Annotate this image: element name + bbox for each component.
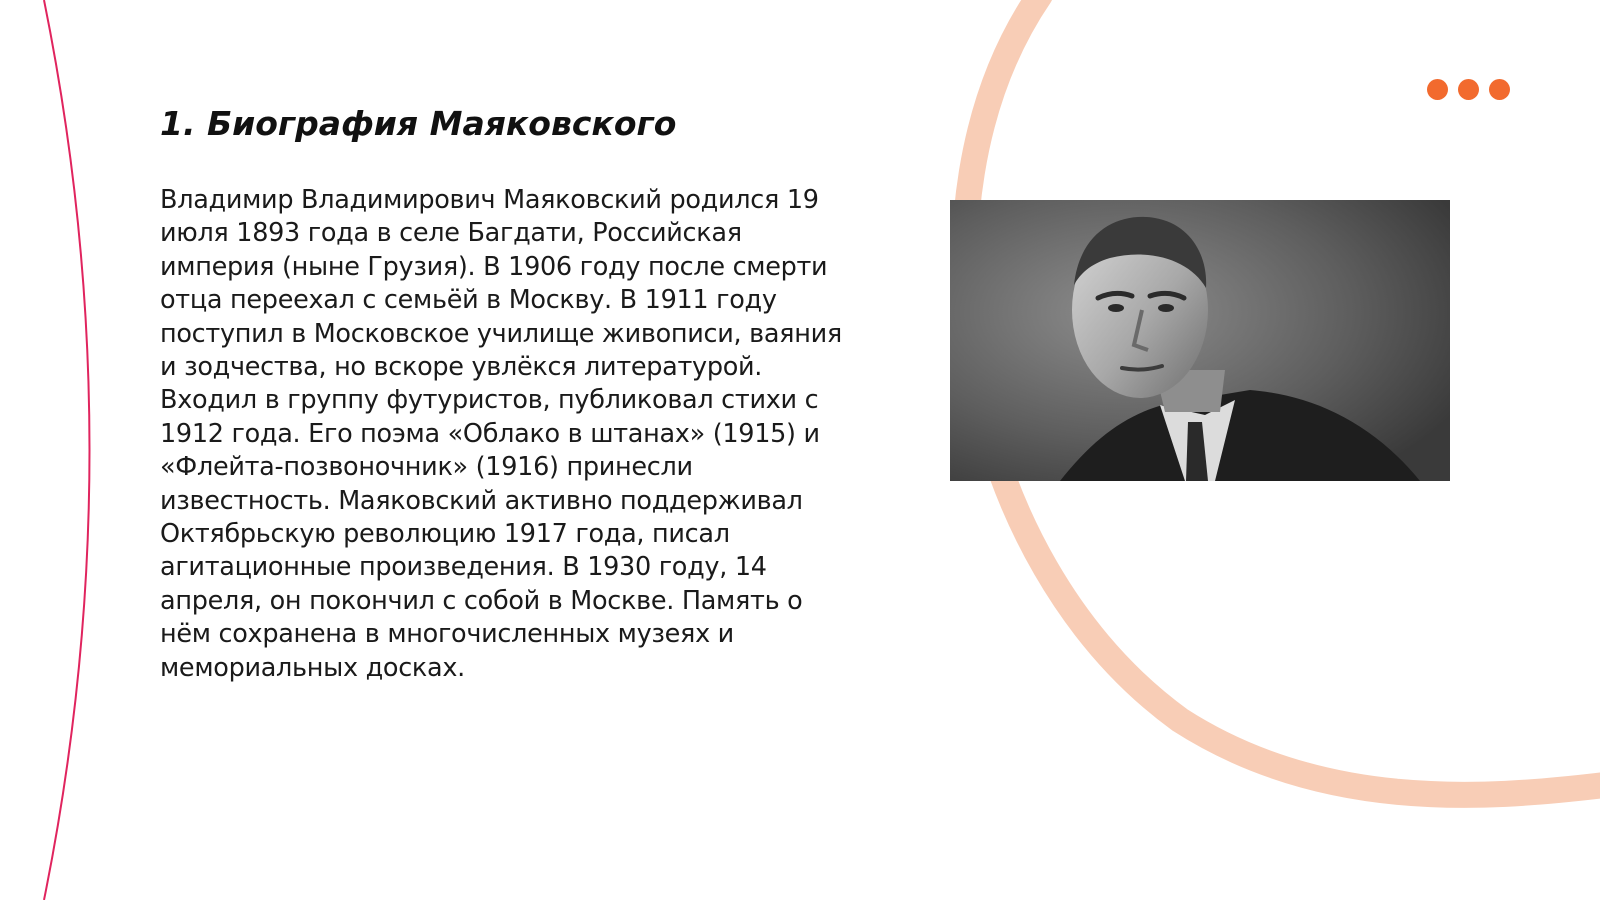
biography-text: Владимир Владимирович Маяковский родился 19 июля 1893 года в селе Багдати, Российская империя (ныне Грузия). В 1906 году после смерти отца переехал с семьёй в Москву. В 1911 году поступил в Московское училище живописи, ваяния и зодчества, но вскоре увлёкся литературой. Входил в группу футуристов, публиковал стихи с 1912 года. Его поэма «Облако в штанах» (1915) и «Флейта-позвоночник» (1916) принесли известность. Маяковский активно поддерживал Октябрьскую революцию 1917 года, писал агитационные произведения. В 1930 году, 14 апреля, он покончил с собой в Москве. Память о нём сохранена в многочисленных музеях и мемориальных досках. [160, 185, 842, 683]
portrait-photo [950, 200, 1450, 481]
dot-icon [1427, 79, 1448, 100]
slide-title: 1. Биография Маяковского [160, 104, 677, 143]
dot-icon [1458, 79, 1479, 100]
dot-icon [1489, 79, 1510, 100]
portrait-image [950, 200, 1450, 481]
three-dots-icon[interactable] [1427, 79, 1510, 100]
left-red-curve [44, 0, 90, 900]
